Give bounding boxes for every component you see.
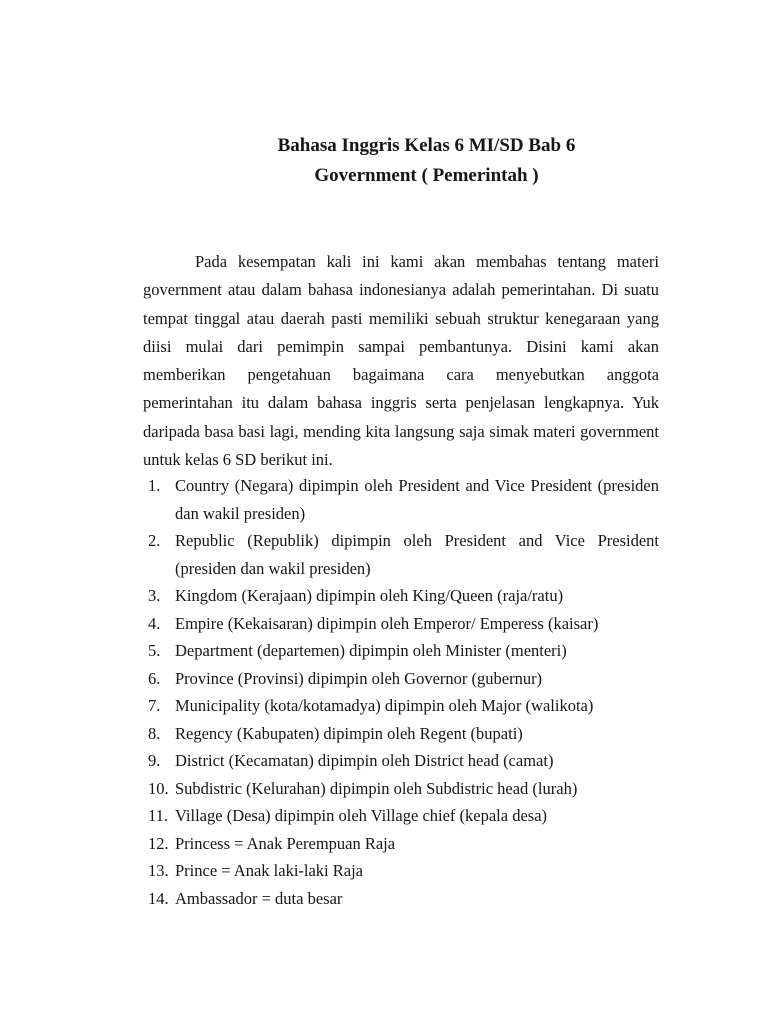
list-item-number: 4. xyxy=(148,613,161,633)
list-item xyxy=(148,747,659,775)
list-item-text: Village (Desa) dipimpin oleh Village chief (kepala desa) xyxy=(175,806,548,825)
list-item xyxy=(148,472,659,527)
list-item-number: 5. xyxy=(148,641,161,660)
list-item xyxy=(148,637,659,665)
list-item xyxy=(148,582,659,610)
list-item xyxy=(148,830,659,858)
intro-paragraph: Pada kesempatan kali ini kami akan membahas tentang materi government atau dalam bahasa indonesianya adalah pemerintahan. Di suatu tempat tinggal atau daerah pasti memiliki sebuah struktur kenegaraan yang diisi mulai dari pemimpin sampai pembantunya. Disini kami akan memberikan pengetahuan bagaimana cara menyebutkan anggota pemerintahan itu dalam bahasa inggris serta penjelasan lengkapnya. Yuk daripada basa basi lagi, mending kita langsung saja simak materi government untuk kelas 6 SD berikut ini. xyxy=(143,252,659,470)
list-item-text: Subdistric (Kelurahan) dipimpin oleh Subdistric head (lurah) xyxy=(175,778,578,798)
list-item xyxy=(148,527,659,582)
list-item-text: Republic (Republik) dipimpin oleh President and Vice President (presiden dan wakil presiden) xyxy=(175,531,659,578)
list-item xyxy=(148,802,659,830)
list-item-text: District (Kecamatan) dipimpin oleh District head (camat) xyxy=(175,751,554,770)
list-item xyxy=(148,692,659,720)
list-item-text: Prince = Anak laki-laki Raja xyxy=(175,861,364,880)
list-item-number: 7. xyxy=(148,696,161,715)
list-item-text: Kingdom (Kerajaan) dipimpin oleh King/Queen (raja/ratu) xyxy=(175,586,564,605)
list-item xyxy=(148,665,659,693)
list-item-text: Princess = Anak Perempuan Raja xyxy=(175,833,396,853)
list-item-number: 9. xyxy=(148,751,161,770)
list-item-text: Empire (Kekaisaran) dipimpin oleh Emperor/ Emperess (kaisar) xyxy=(175,613,599,633)
list-item-number: 13. xyxy=(148,861,169,880)
list-item-text: Municipality (kota/kotamadya) dipimpin oleh Major (walikota) xyxy=(175,696,594,715)
list-item xyxy=(148,885,659,913)
list-item-text: Department (departemen) dipimpin oleh Minister (menteri) xyxy=(175,641,567,660)
list-item xyxy=(148,720,659,748)
list-item-number: 14. xyxy=(148,888,169,908)
list-item-number: 12. xyxy=(148,833,169,853)
list-item xyxy=(148,857,659,885)
list-item-text: Country (Negara) dipimpin oleh President and Vice President (presiden dan wakil presiden) xyxy=(175,476,659,523)
list-item-number: 6. xyxy=(148,668,161,688)
title-line-2: Government ( Pemerintah ) xyxy=(314,164,539,186)
list-item-number: 1. xyxy=(148,476,161,495)
list-item-number: 10. xyxy=(148,778,169,798)
list-item-number: 11. xyxy=(148,806,169,825)
list-item-number: 2. xyxy=(148,531,161,550)
title-line-1: Bahasa Inggris Kelas 6 MI/SD Bab 6 xyxy=(277,135,576,156)
list-item-text: Ambassador = duta besar xyxy=(175,888,343,908)
list-item-text: Province (Provinsi) dipimpin oleh Governor (gubernur) xyxy=(175,668,543,688)
list-item xyxy=(148,610,659,638)
numbered-list xyxy=(148,472,659,912)
list-item-text: Regency (Kabupaten) dipimpin oleh Regent (bupati) xyxy=(175,723,523,743)
list-item xyxy=(148,775,659,803)
document-title xyxy=(143,131,659,190)
list-item-number: 3. xyxy=(148,586,161,605)
list-item-number: 8. xyxy=(148,723,161,743)
